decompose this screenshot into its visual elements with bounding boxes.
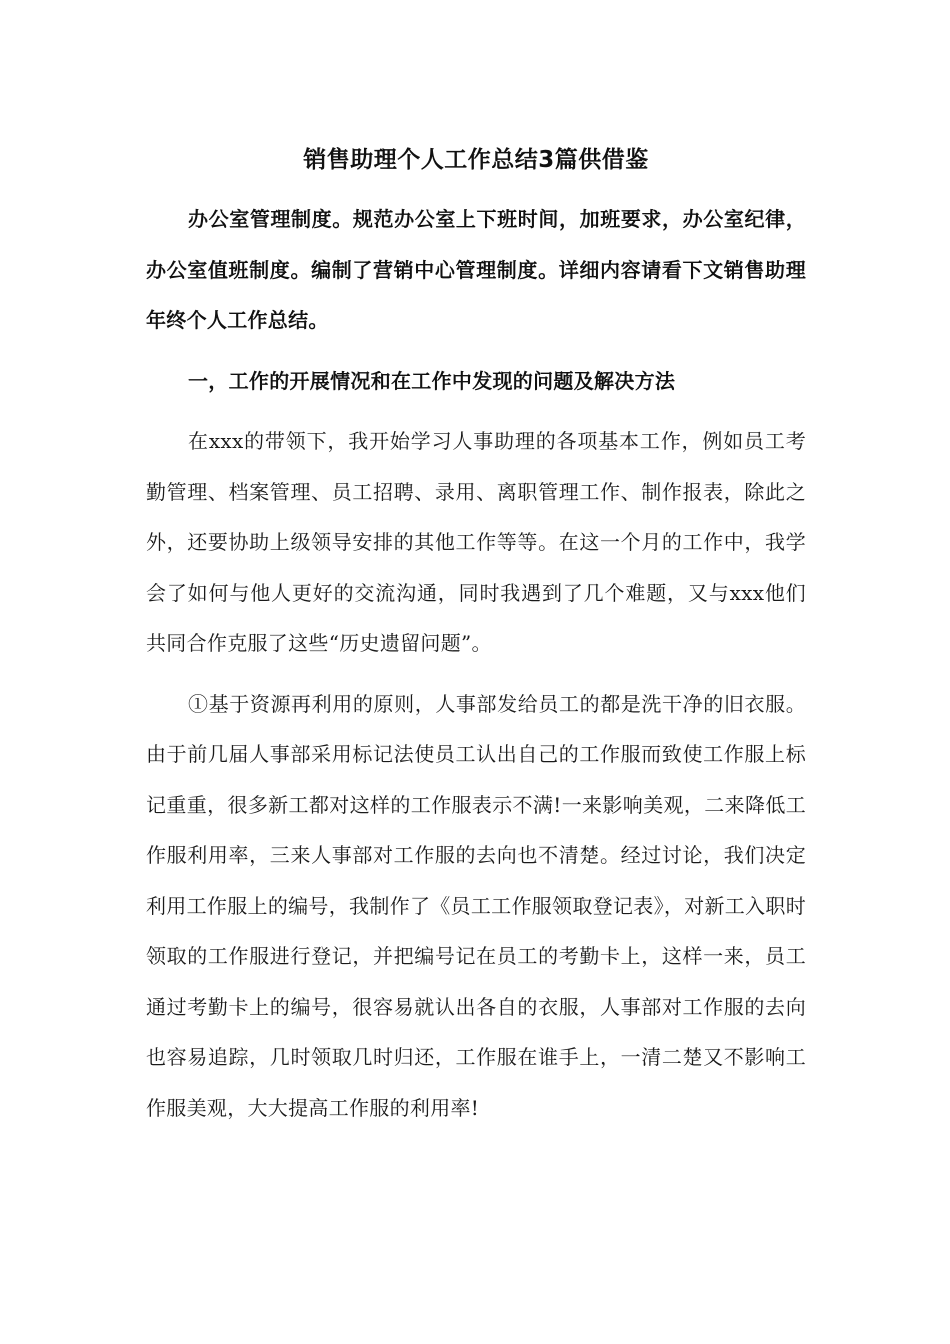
body-paragraph-1: 在xxx的带领下，我开始学习人事助理的各项基本工作，例如员工考勤管理、档案管理、员工招聘、录用、离职管理工作、制作报表，除此之外，还要协助上级领导安排的其他工作等等。在这一个月的工作中，我学会了如何与他人更好的交流沟通，同时我遇到了几个难题，又与xxx他们共同合作克服了这些“历史遗留问题”。 bbox=[146, 429, 806, 655]
intro-paragraph: 办公室管理制度。规范办公室上下班时间，加班要求，办公室纪律，办公室值班制度。编制了营销中心管理制度。详细内容请看下文销售助理年终个人工作总结。 bbox=[146, 207, 806, 332]
document-body bbox=[146, 134, 806, 1133]
section-heading: 一，工作的开展情况和在工作中发现的问题及解决方法 bbox=[188, 368, 676, 393]
document-title: 销售助理个人工作总结3篇供借鉴 bbox=[303, 147, 649, 173]
body-paragraph-2: ①基于资源再利用的原则，人事部发给员工的都是洗干净的旧衣服。由于前几届人事部采用标记法使员工认出自己的工作服而致使工作服上标记重重，很多新工都对这样的工作服表示不满!一来影响美观，二来降低工作服利用率，三来人事部对工作服的去向也不清楚。经过讨论，我们决定利用工作服上的编号，我制作了《员工工作服领取登记表》，对新工入职时领取的工作服进行登记，并把编号记在员工的考勤卡上，这样一来，员工通过考勤卡上的编号，很容易就认出各自的衣服，人事部对工作服的去向也容易追踪，几时领取几时归还，工作服在谁手上，一清二楚又不影响工作服美观，大大提高工作服的利用率! bbox=[146, 691, 806, 1120]
